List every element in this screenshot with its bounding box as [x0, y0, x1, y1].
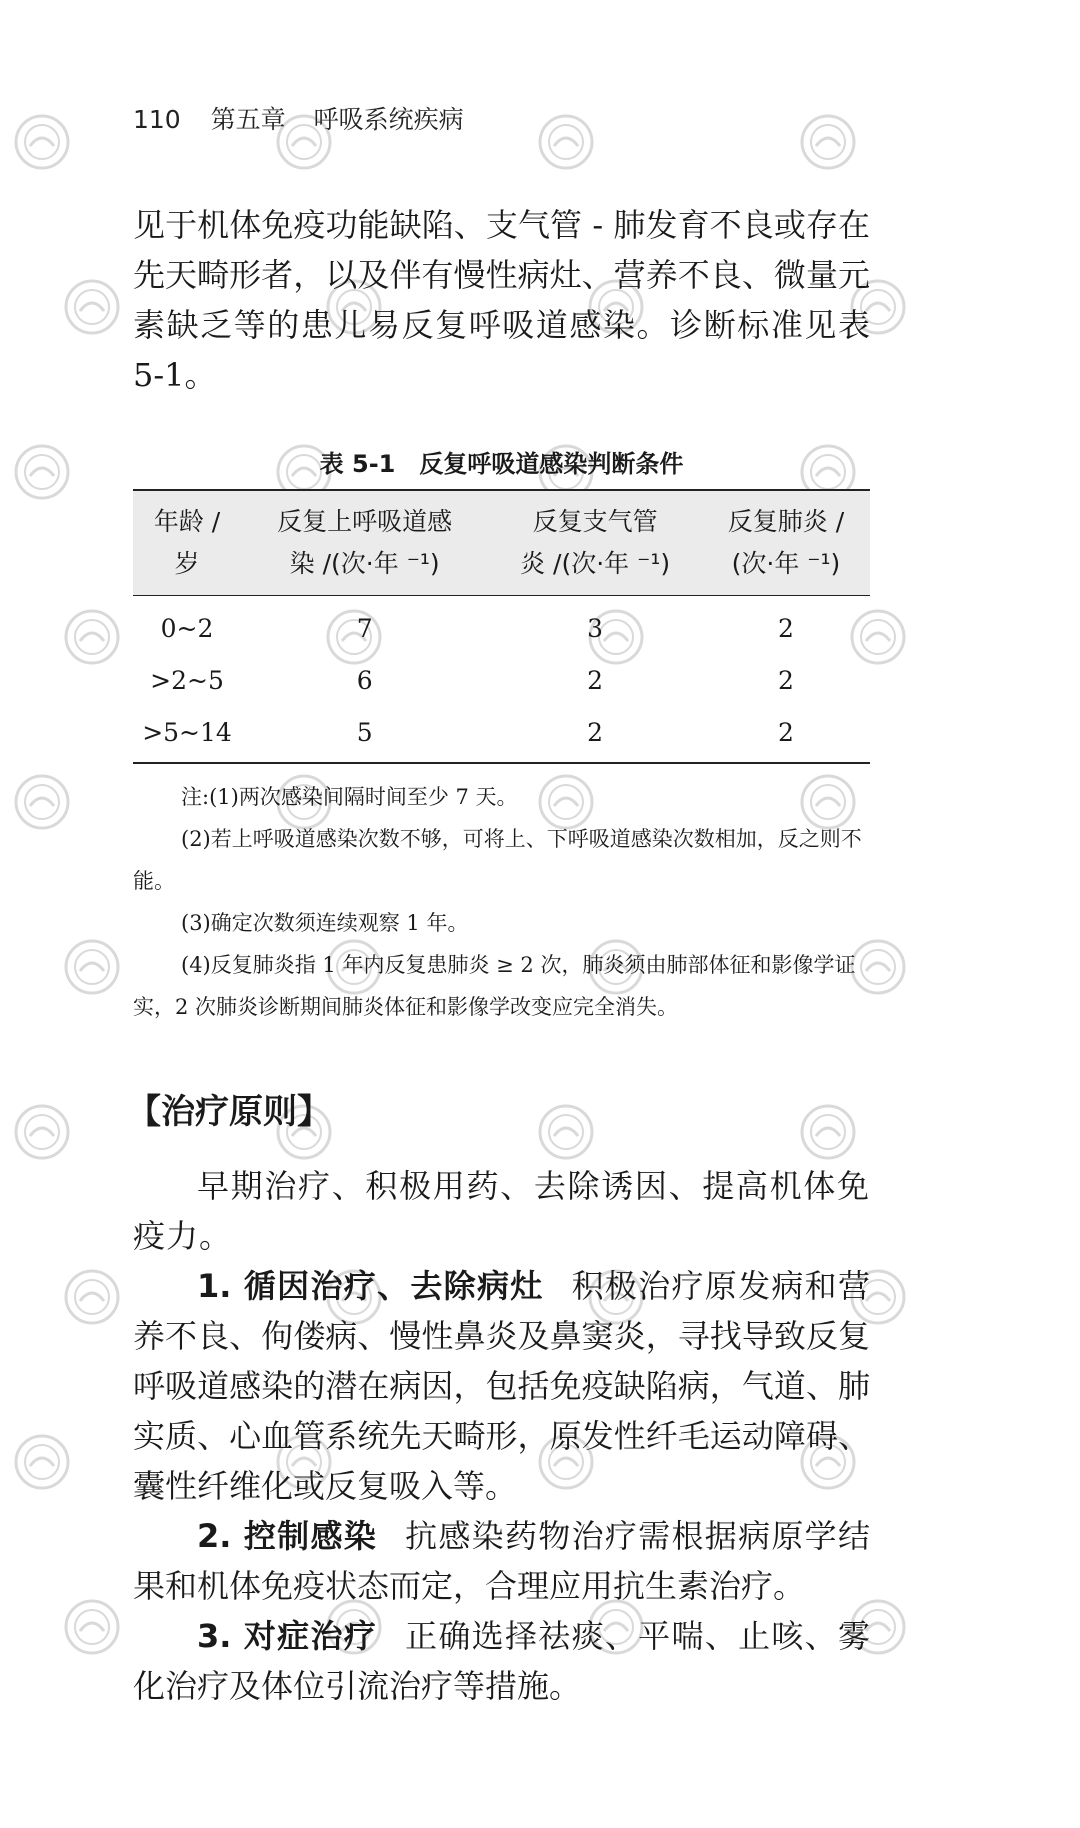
- table-row: [133, 706, 870, 763]
- table-cell: 2: [587, 665, 604, 695]
- treatment-item-text: 抗感染药物治疗需根据病原学结果和机体免疫状态而定，合理应用抗生素治疗。: [133, 1517, 870, 1605]
- publisher-logo-icon: [10, 1430, 74, 1494]
- table-cell: 3: [587, 613, 604, 643]
- intro-paragraph: 见于机体免疫功能缺陷、支气管 - 肺发育不良或存在先天畸形者，以及伴有慢性病灶、营养不良、微量元素缺乏等的患儿易反复呼吸道感染。诊断标准见表 5-1。: [133, 206, 870, 394]
- publisher-logo-icon: [10, 770, 74, 834]
- table-notes: [133, 776, 870, 1028]
- table-cell: 5: [241, 706, 488, 763]
- treatment-item: [133, 1511, 870, 1611]
- publisher-logo-icon: [60, 1265, 124, 1329]
- header-line: 炎 /(次·年 ⁻¹): [520, 549, 671, 578]
- table-note: (2)若上呼吸道感染次数不够，可将上、下呼吸道感染次数相加，反之则不能。: [133, 827, 862, 893]
- header-bronchitis: [488, 490, 702, 596]
- table-header-row: [133, 490, 870, 596]
- publisher-logo-icon: [796, 110, 860, 174]
- table-cell: 2: [702, 706, 870, 763]
- header-line: 染 /(次·年 ⁻¹): [289, 549, 440, 578]
- treatment-item-text: 积极治疗原发病和营养不良、佝偻病、慢性鼻炎及鼻窦炎，寻找导致反复呼吸道感染的潜在病因，包括免疫缺陷病，气道、肺实质、心血管系统先天畸形，原发性纤毛运动障碍、囊性纤维化或反复吸入等。: [133, 1267, 870, 1505]
- criteria-table: [133, 489, 870, 764]
- table-row: [133, 596, 870, 655]
- treatment-item-title: 2. 控制感染: [197, 1517, 378, 1555]
- header-line: 反复支气管: [532, 507, 658, 536]
- publisher-logo-icon: [60, 605, 124, 669]
- publisher-logo-icon: [10, 440, 74, 504]
- table-cell: >5~14: [133, 706, 241, 763]
- page-number: 110: [133, 105, 181, 134]
- table-cell: 2: [777, 665, 794, 695]
- publisher-logo-icon: [534, 110, 598, 174]
- publisher-logo-icon: [10, 110, 74, 174]
- header-age: [133, 490, 241, 596]
- table-cell: 2: [488, 706, 702, 763]
- treatment-item-title: 1. 循因治疗、去除病灶: [197, 1267, 544, 1305]
- treatment-item: [133, 1261, 870, 1511]
- table-note: (4)反复肺炎指 1 年内反复患肺炎 ≥ 2 次，肺炎须由肺部体征和影像学证实，2 次肺炎诊断期间肺炎体征和影像学改变应完全消失。: [133, 953, 856, 1019]
- header-line: 反复上呼吸道感: [277, 507, 453, 536]
- treatment-item-text: 正确选择祛痰、平喘、止咳、雾化治疗及体位引流治疗等措施。: [133, 1617, 870, 1705]
- publisher-logo-icon: [60, 1595, 124, 1659]
- section-lead: 早期治疗、积极用药、去除诱因、提高机体免疫力。: [133, 1167, 870, 1255]
- table-cell: 6: [356, 665, 373, 695]
- treatment-item-title: 3. 对症治疗: [197, 1617, 378, 1655]
- publisher-logo-icon: [10, 1100, 74, 1164]
- table-cell: 2: [777, 613, 794, 643]
- header-line: (次·年 ⁻¹): [731, 549, 841, 578]
- table-caption: 表 5-1 反复呼吸道感染判断条件: [319, 450, 684, 478]
- table-row: [133, 654, 870, 706]
- table-cell: 7: [356, 613, 373, 643]
- chapter-title: 呼吸系统疾病: [313, 105, 464, 134]
- table-note: (3)确定次数须连续观察 1 年。: [181, 911, 469, 935]
- page-content: [127, 200, 870, 1711]
- table-note: 注:(1)两次感染间隔时间至少 7 天。: [181, 785, 518, 809]
- running-head: [133, 100, 464, 136]
- section-heading: 【治疗原则】: [127, 1092, 331, 1132]
- table-cell: 0~2: [160, 613, 214, 643]
- table-cell: >2~5: [150, 665, 224, 695]
- header-line: 反复肺炎 /: [727, 507, 845, 536]
- header-upper-respiratory: [241, 490, 488, 596]
- chapter-number: 第五章: [210, 105, 286, 134]
- publisher-logo-icon: [60, 935, 124, 999]
- treatment-item: [133, 1611, 870, 1711]
- header-line: 岁: [174, 549, 200, 578]
- publisher-logo-icon: [60, 275, 124, 339]
- header-pneumonia: [702, 490, 870, 596]
- header-line: 年龄 /: [153, 507, 221, 536]
